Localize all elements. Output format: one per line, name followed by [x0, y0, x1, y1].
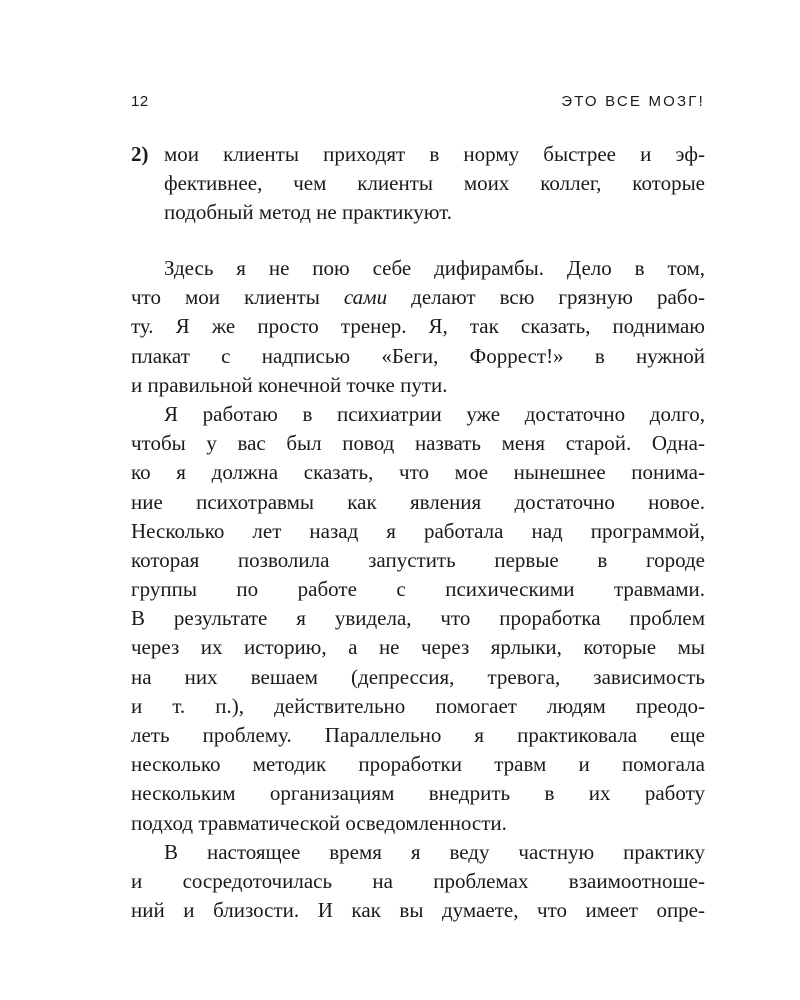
text-line: леть проблему. Параллельно я практиковала еще — [131, 723, 705, 747]
paragraph — [131, 254, 705, 400]
page-header — [131, 93, 705, 115]
text-line: Несколько лет назад я работала над программой, — [131, 518, 705, 543]
italic-emphasis: сами — [343, 285, 388, 310]
text-line: В результате я увидела, что проработка проблем — [131, 606, 705, 631]
text-line: и сосредоточилась на проблемах взаимоотноше- — [131, 868, 705, 893]
text-line: Здесь я не пою себе дифирамбы. Дело в том, — [164, 256, 705, 280]
text-line: фективнее, чем клиенты моих коллег, которые — [164, 171, 705, 196]
text-line: которая позволила запустить первые в городе — [131, 547, 705, 572]
text-segment: что мои клиенты — [131, 285, 344, 310]
text-line: и т. п.), действительно помогает людям преодо- — [131, 693, 705, 718]
list-marker: 2) — [131, 142, 149, 166]
text-line: мои клиенты приходят в норму быстрее и эф- — [164, 142, 705, 166]
text-line: ние психотравмы как явления достаточно новое. — [131, 489, 705, 514]
page-number: 12 — [131, 93, 149, 110]
text-line: ний и близости. И как вы думаете, что имеет опре- — [131, 898, 705, 923]
running-head: ЭТО ВСЕ МОЗГ! — [561, 93, 705, 110]
text-line: чтобы у вас был повод назвать меня старой. Одна- — [131, 431, 705, 456]
paragraph — [131, 400, 705, 838]
text-line: через их историю, а не через ярлыки, которые мы — [131, 635, 705, 660]
text-line: на них вешаем (депрессия, тревога, зависимость — [131, 664, 705, 689]
text-segment: делают всю грязную рабо- — [387, 285, 705, 310]
text-line — [131, 283, 705, 312]
text-line: несколько методик проработки травм и помогала — [131, 752, 705, 777]
text-line: и правильной конечной точке пути. — [131, 372, 448, 397]
text-line: В настоящее время я веду частную практику — [164, 839, 705, 864]
text-line: нескольким организациям внедрить в их работу — [131, 781, 705, 806]
list-item-text — [164, 140, 705, 228]
text-line: группы по работе с психическими травмами. — [131, 577, 705, 602]
body-text — [131, 254, 705, 925]
numbered-list-item — [131, 140, 705, 228]
paragraph — [131, 838, 705, 926]
text-line: ту. Я же просто тренер. Я, так сказать, поднимаю — [131, 314, 705, 339]
text-line: подобный метод не практикуют. — [164, 200, 453, 225]
text-line: ко я должна сказать, что мое нынешнее понима- — [131, 460, 705, 485]
text-line: Я работаю в психиатрии уже достаточно долго, — [164, 401, 705, 426]
text-line: плакат с надписью «Беги, Форрест!» в нужной — [131, 343, 705, 368]
text-line: подход травматической осведомленности. — [131, 810, 507, 835]
